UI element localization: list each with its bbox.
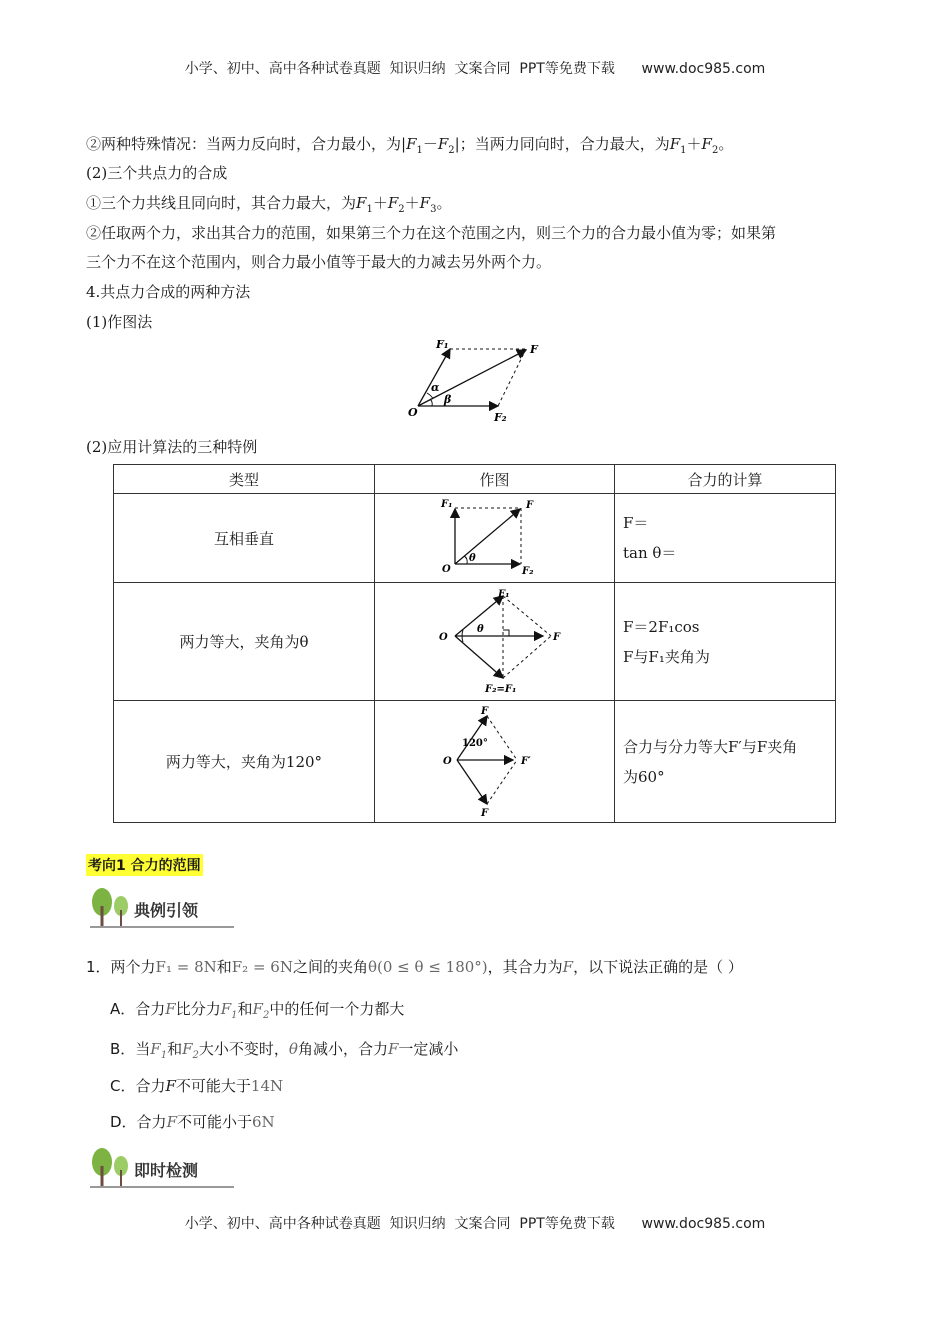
question-stem: 1．两个力F₁ = 8N和F₂ = 6N之间的夹角θ(0 ≤ θ ≤ 180°)，其合力为F，以下说法正确的是（ ） bbox=[86, 958, 743, 976]
svg-text:F: F bbox=[480, 807, 488, 816]
row-type: 两力等大，夹角为θ bbox=[114, 583, 375, 701]
svg-text:120°: 120° bbox=[461, 737, 488, 749]
equal-forces-diagram bbox=[425, 586, 565, 694]
page-header: 小学、初中、高中各种试卷真题 知识归纳 文案合同 PPT等免费下载 www.doc985.com bbox=[184, 61, 766, 77]
header-type: 类型 bbox=[114, 465, 375, 494]
special-cases-line: ②两种特殊情况：当两力反向时，合力最小，为$|F_1-F_2|$；当两力同向时，合力最大，为$F_1+F_2$。 bbox=[86, 135, 734, 156]
graphic-method-heading: (1)作图法 bbox=[86, 313, 153, 331]
perpendicular-diagram bbox=[440, 496, 550, 576]
label-o: O bbox=[408, 406, 418, 419]
label-beta: β bbox=[444, 393, 452, 406]
label-alpha: α bbox=[431, 381, 440, 394]
option-c[interactable]: C．合力F不可能大于14N bbox=[110, 1077, 284, 1095]
example-banner: 典例引领 bbox=[86, 886, 236, 930]
three-forces-heading: (2)三个共点力的合成 bbox=[86, 164, 228, 182]
row-type: 两力等大，夹角为120° bbox=[114, 701, 375, 823]
svg-text:O: O bbox=[438, 631, 448, 643]
svg-text:F₂=F₁: F₂=F₁ bbox=[484, 683, 516, 694]
option-a[interactable]: A．合力F比分力$F_1$和$F_2$中的任何一个力都大 bbox=[110, 1000, 405, 1021]
row-diagram bbox=[375, 583, 615, 701]
parallelogram-diagram bbox=[400, 336, 560, 428]
test-banner: 即时检测 bbox=[86, 1146, 236, 1190]
row-diagram bbox=[375, 701, 615, 823]
row-calc: F＝ tan θ＝ bbox=[615, 494, 836, 583]
section-title: 考向1 合力的范围 bbox=[86, 854, 203, 876]
methods-heading: 4.共点力合成的两种方法 bbox=[86, 283, 251, 301]
svg-text:θ: θ bbox=[476, 623, 484, 635]
calc-method-heading: (2)应用计算法的三种特例 bbox=[86, 438, 258, 456]
equal-120-diagram bbox=[435, 704, 555, 816]
option-d[interactable]: D．合力F不可能小于6N bbox=[110, 1113, 275, 1131]
header-calc: 合力的计算 bbox=[615, 465, 836, 494]
svg-text:F₁: F₁ bbox=[497, 588, 509, 600]
label-f2: F₂ bbox=[494, 411, 507, 424]
svg-text:O: O bbox=[442, 755, 452, 767]
option-b[interactable]: B．当$F_1$和$F_2$大小不变时，θ角减小，合力F一定减小 bbox=[110, 1040, 459, 1061]
svg-text:F: F bbox=[480, 705, 488, 717]
header-diagram: 作图 bbox=[375, 465, 615, 494]
svg-text:F₁: F₁ bbox=[440, 499, 452, 510]
row-type: 互相垂直 bbox=[114, 494, 375, 583]
row-calc: F＝2F₁cos F与F₁夹角为 bbox=[615, 583, 836, 701]
svg-text:F: F bbox=[552, 631, 560, 643]
table-row bbox=[114, 494, 836, 583]
row-diagram bbox=[375, 494, 615, 583]
three-forces-max-line: ①三个力共线且同向时，其合力最大，为$F_1+F_2+F_3$。 bbox=[86, 194, 452, 215]
svg-text:θ: θ bbox=[468, 553, 476, 564]
svg-text:F₂: F₂ bbox=[521, 566, 533, 576]
svg-text:O: O bbox=[441, 564, 451, 575]
special-cases-table bbox=[113, 464, 836, 823]
three-forces-min-line-2: 三个力不在这个范围内，则合力最小值等于最大的力减去另外两个力。 bbox=[86, 253, 552, 271]
svg-text:F: F bbox=[525, 500, 533, 511]
page-footer: 小学、初中、高中各种试卷真题 知识归纳 文案合同 PPT等免费下载 www.doc985.com bbox=[184, 1216, 766, 1232]
label-f1: F₁ bbox=[436, 338, 449, 351]
label-f: F bbox=[530, 343, 538, 356]
row-calc: 合力与分力等大F′与F夹角 为60° bbox=[615, 701, 836, 823]
three-forces-min-line-1: ②任取两个力，求出其合力的范围，如果第三个力在这个范围之内，则三个力的合力最小值为零；如果第 bbox=[86, 224, 777, 242]
table-row bbox=[114, 701, 836, 823]
svg-text:F′: F′ bbox=[520, 755, 531, 767]
table-row bbox=[114, 583, 836, 701]
table-header-row bbox=[114, 465, 836, 494]
